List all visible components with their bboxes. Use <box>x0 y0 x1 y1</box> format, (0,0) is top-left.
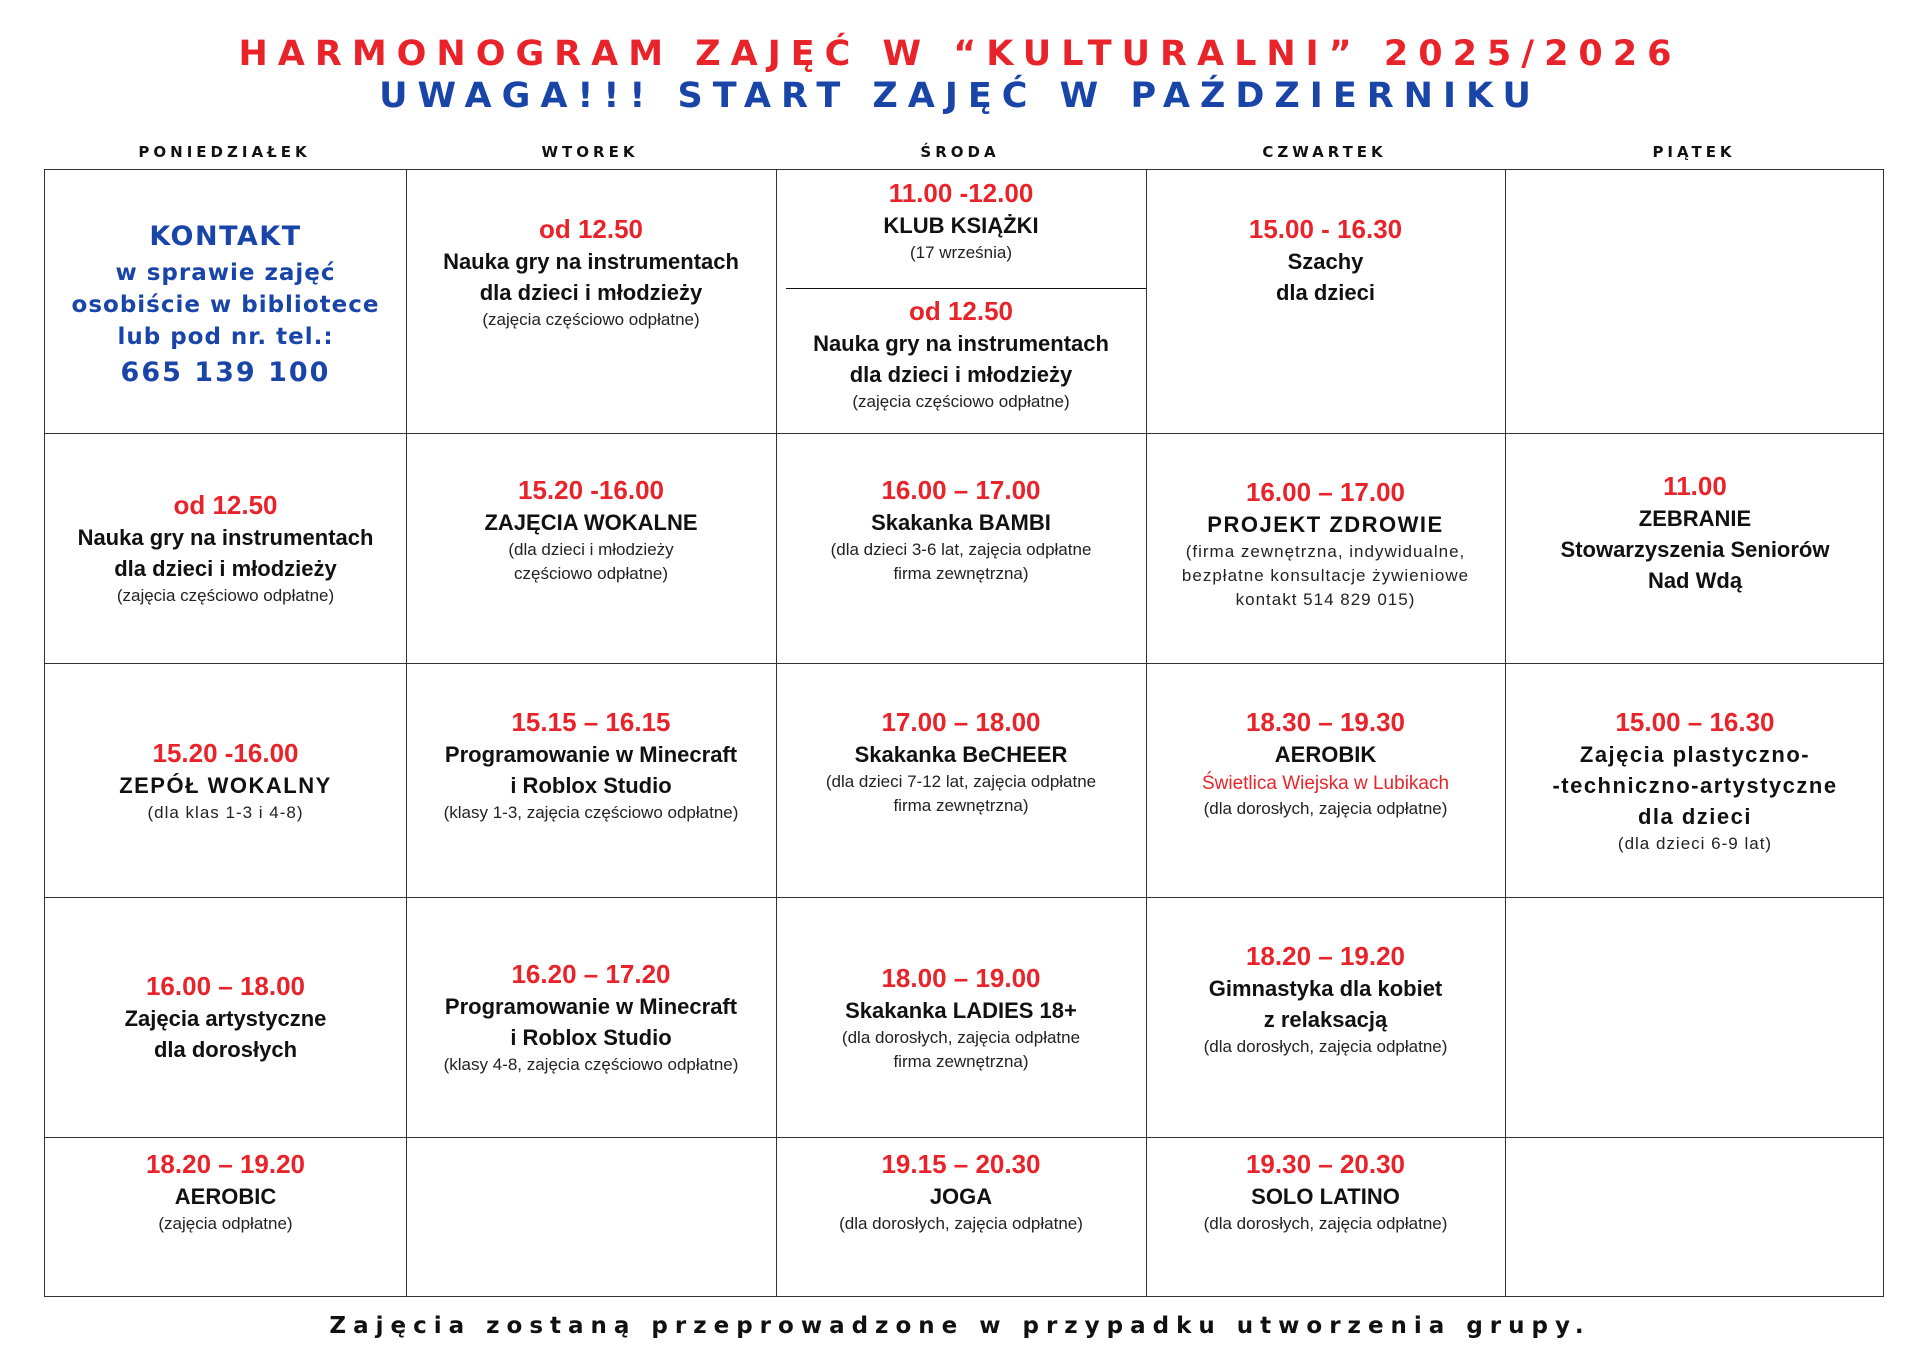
activity-note: (firma zewnętrzna, indywidualne, <box>1185 542 1466 561</box>
activity-name: Nauka gry na instrumentach <box>813 331 1109 356</box>
activity-name: PROJEKT ZDROWIE <box>1207 512 1444 537</box>
activity-cell-tue-2 <box>406 433 776 663</box>
activity-time: 18.30 – 19.30 <box>1245 707 1406 737</box>
activity-cell-thu-1 <box>1146 170 1505 433</box>
activity-note: (dla klas 1-3 i 4-8) <box>147 802 304 822</box>
activity-name: Programowanie w Minecraft <box>444 994 738 1019</box>
activity-name: ZEBRANIE <box>1638 506 1752 531</box>
activity-time: 19.30 – 20.30 <box>1245 1149 1406 1179</box>
contact-line: lub pod nr. tel.: <box>117 323 334 350</box>
activity-time: 16.00 – 17.00 <box>1245 477 1406 507</box>
activity-name: Skakanka BAMBI <box>871 510 1051 535</box>
activity-time: 15.15 – 16.15 <box>511 707 671 737</box>
day-header-thursday: CZWARTEK <box>1262 143 1387 161</box>
activity-note: (dla dorosłych, zajęcia odpłatne) <box>839 1214 1083 1233</box>
activity-time: 16.00 – 17.00 <box>881 475 1041 505</box>
footer-note: Zajęcia zostaną przeprowadzone w przypadku utworzenia grupy. <box>329 1313 1591 1339</box>
activity-name: ZEPÓŁ WOKALNY <box>119 772 332 798</box>
activity-name: AEROBIC <box>174 1184 277 1209</box>
activity-note: (dla dorosłych, zajęcia odpłatne) <box>1203 1214 1448 1233</box>
contact-line: w sprawie zajęć <box>115 259 336 286</box>
activity-name: Gimnastyka dla kobiet <box>1208 976 1443 1001</box>
activity-cell-thu-5 <box>1146 1137 1505 1296</box>
schedule-subtitle: UWAGA!!! START ZAJĘĆ W PAŹDZIERNIKU <box>379 76 1541 116</box>
contact-heading: KONTAKT <box>149 220 302 252</box>
activity-time: 15.20 -16.00 <box>152 737 299 768</box>
cell-split-divider <box>786 288 1146 289</box>
contact-cell <box>45 170 406 433</box>
activity-cell-mon-3 <box>45 663 406 897</box>
activity-time: 18.00 – 19.00 <box>881 962 1041 993</box>
activity-note: (zajęcia częściowo odpłatne) <box>482 310 700 329</box>
activity-cell-thu-2 <box>1146 433 1505 663</box>
activity-cell-tue-1 <box>406 170 776 433</box>
activity-name: dla dzieci <box>1275 280 1376 305</box>
empty-cell-fri-4 <box>1505 897 1885 1137</box>
activity-name: Skakanka LADIES 18+ <box>845 997 1077 1023</box>
activity-name: i Roblox Studio <box>510 773 672 798</box>
day-header-wednesday: ŚRODA <box>920 143 1000 161</box>
activity-note: bezpłatne konsultacje żywieniowe <box>1181 566 1470 585</box>
activity-time: 15.00 - 16.30 <box>1248 214 1403 244</box>
activity-note: (klasy 4-8, zajęcia częściowo odpłatne) <box>443 1055 739 1074</box>
activity-note: firma zewnętrzna) <box>893 796 1029 815</box>
activity-time: 18.20 – 19.20 <box>1245 941 1406 971</box>
activity-name: z relaksacją <box>1263 1007 1388 1032</box>
activity-name: dla dzieci <box>1637 803 1753 829</box>
activity-note: (dla dzieci 7-12 lat, zajęcia odpłatne <box>825 772 1097 791</box>
activity-time: 16.20 – 17.20 <box>511 959 671 989</box>
activity-name: Stowarzyszenia Seniorów <box>1560 537 1830 562</box>
activity-note: częściowo odpłatne) <box>513 564 669 583</box>
activity-cell-tue-4 <box>406 897 776 1137</box>
activity-cell-wed-3 <box>776 663 1146 897</box>
activity-cell-fri-3 <box>1505 663 1885 897</box>
activity-time: 16.00 – 18.00 <box>145 971 306 1001</box>
activity-time: 18.20 – 19.20 <box>145 1149 306 1179</box>
contact-phone: 665 139 100 <box>120 356 331 388</box>
empty-cell-fri-1 <box>1505 170 1885 433</box>
activity-cell-tue-3 <box>406 663 776 897</box>
empty-cell-fri-5 <box>1505 1137 1885 1296</box>
activity-cell-thu-4 <box>1146 897 1505 1137</box>
activity-note: (dla dzieci i młodzieży <box>508 540 674 559</box>
activity-time: od 12.50 <box>173 490 278 520</box>
activity-note: (dla dorosłych, zajęcia odpłatne) <box>1203 799 1448 818</box>
activity-name: dla dorosłych <box>153 1037 298 1062</box>
activity-name: i Roblox Studio <box>510 1025 672 1050</box>
empty-cell-tue-5 <box>406 1137 776 1296</box>
activity-time: od 12.50 <box>908 296 1014 326</box>
activity-cell-wed-4 <box>776 897 1146 1137</box>
activity-time: 19.15 – 20.30 <box>881 1149 1041 1179</box>
activity-note: (zajęcia częściowo odpłatne) <box>852 392 1070 411</box>
activity-note: (dla dzieci 6-9 lat) <box>1617 833 1773 853</box>
schedule-grid <box>44 169 1884 1297</box>
activity-time: 11.00 <box>1663 471 1727 501</box>
activity-name: Nad Wdą <box>1647 568 1743 593</box>
activity-name: -techniczno-artystyczne <box>1552 772 1838 798</box>
activity-name: AEROBIK <box>1274 742 1377 767</box>
activity-name: Nauka gry na instrumentach <box>77 525 374 550</box>
contact-line: osobiście w bibliotece <box>71 291 380 318</box>
activity-name: SOLO LATINO <box>1251 1184 1400 1209</box>
activity-cell-wed-5 <box>776 1137 1146 1296</box>
activity-note: (17 września) <box>909 243 1013 262</box>
activity-cell-thu-3 <box>1146 663 1505 897</box>
activity-cell-mon-5 <box>45 1137 406 1296</box>
activity-name: dla dzieci i młodzieży <box>114 556 337 581</box>
activity-cell-wed-1a <box>776 170 1146 288</box>
activity-name: dla dzieci i młodzieży <box>479 280 703 305</box>
activity-note: (zajęcia odpłatne) <box>158 1214 293 1233</box>
activity-name: Programowanie w Minecraft <box>444 742 738 767</box>
activity-location: Świetlica Wiejska w Lubikach <box>1201 773 1450 794</box>
activity-name: Skakanka BeCHEER <box>854 742 1068 767</box>
activity-time: od 12.50 <box>538 214 644 244</box>
day-header-tuesday: WTOREK <box>541 143 639 161</box>
activity-note: firma zewnętrzna) <box>893 564 1029 583</box>
activity-cell-wed-1b <box>776 290 1146 433</box>
activity-note: (dla dorosłych, zajęcia odpłatne) <box>1203 1037 1448 1056</box>
activity-name: Zajęcia artystyczne <box>124 1006 327 1031</box>
day-headers <box>44 143 1884 163</box>
day-header-monday: PONIEDZIAŁEK <box>138 143 311 161</box>
schedule-title: HARMONOGRAM ZAJĘĆ W “KULTURALNI” 2025/2026 <box>238 34 1682 74</box>
activity-name: JOGA <box>929 1184 993 1209</box>
activity-note: (klasy 1-3, zajęcia częściowo odpłatne) <box>443 803 739 822</box>
activity-name: KLUB KSIĄŻKI <box>883 213 1039 238</box>
activity-cell-mon-4 <box>45 897 406 1137</box>
activity-note: firma zewnętrzna) <box>893 1051 1029 1071</box>
activity-time: 15.20 -16.00 <box>517 475 664 505</box>
activity-name: dla dzieci i młodzieży <box>849 362 1073 387</box>
day-header-friday: PIĄTEK <box>1652 143 1736 161</box>
activity-name: Zajęcia plastyczno- <box>1579 741 1811 767</box>
activity-note: (dla dorosłych, zajęcia odpłatne <box>841 1027 1081 1047</box>
activity-name: ZAJĘCIA WOKALNE <box>484 510 698 535</box>
activity-name: Nauka gry na instrumentach <box>443 249 739 274</box>
activity-time: 17.00 – 18.00 <box>881 707 1041 737</box>
activity-note: (dla dzieci 3-6 lat, zajęcia odpłatne <box>830 540 1092 559</box>
activity-cell-wed-2 <box>776 433 1146 663</box>
activity-note: (zajęcia częściowo odpłatne) <box>116 586 335 605</box>
activity-cell-fri-2 <box>1505 433 1885 663</box>
activity-time: 15.00 – 16.30 <box>1615 706 1775 737</box>
activity-cell-mon-2 <box>45 433 406 663</box>
activity-name: Szachy <box>1287 249 1364 274</box>
activity-note: kontakt 514 829 015) <box>1235 590 1416 609</box>
activity-time: 11.00 -12.00 <box>888 178 1034 208</box>
